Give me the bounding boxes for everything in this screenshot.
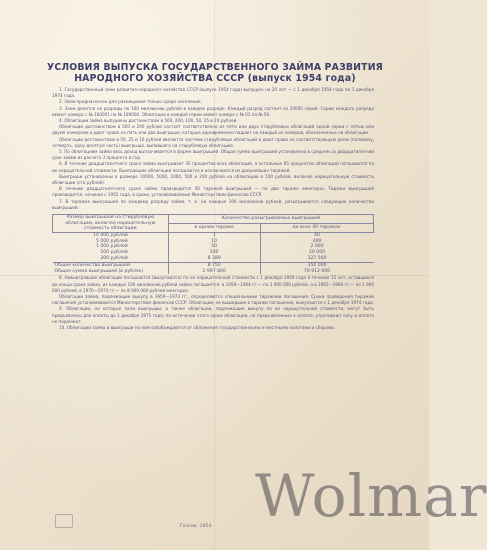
condition-paragraph: Облигации займа, подлежащие выкупу в 1959—1973 гг., определяются специальными тиражами погашения. Сроки проведения тиражей погашения устанавливаются Министерством финансов СССР. Облигации, не вышедшие в тиражи погашения, выкупаются с 1 декабря 1974 года. — [52, 295, 374, 307]
header-count-group: Количество разыгрываемых выигрышей — [168, 215, 373, 224]
total-sum-label: Общая сумма выигрышей (в рублях) — [54, 268, 144, 274]
winnings-rows — [53, 232, 374, 262]
cell-all: 20 000 — [309, 250, 326, 256]
condition-paragraph: 5. По облигациям займа весь доход выплачивается в форме выигрышей. Общая сумма выигрышей установлена в среднем за двадцатилетний срок займа из расчета 3 процента в год. — [52, 150, 375, 162]
condition-paragraph: 9. Облигации, на которые пали выигрыши, а также облигации, подлежащие выкупу по их нарицательной стоимости, могут быть предъявлены для оплаты до 1 декабря 1975 года; по истечении этого срока облигации, не предъявленные к оплате, утрачивают силу и оплате не подлежат. — [52, 307, 374, 325]
condition-paragraph: Облигации достоинством в 500 и 200 рублей состоят соответственно из пяти или двух сторублевых облигаций одной серии с пятью или двумя номерами и дают право на пять или два выигрыша, которые одновременно падают на каждый из номеров, обозначенных на облигации. — [52, 125, 374, 137]
winnings-table — [52, 214, 374, 274]
total-count-row — [53, 262, 374, 268]
cell-one: 10 — [168, 239, 260, 245]
top-paragraphs — [52, 88, 374, 212]
cell-amount: 500 рублей — [100, 250, 128, 256]
printer-imprint: Гознак. 1954. — [180, 524, 213, 529]
condition-paragraph: В течение двадцатилетнего срока займа производится 40 тиражей выигрышей — по два тиража ежегодно. Тиражи выигрышей производятся, начиная с 1955 года, в сроки, устанавливаемые Министерством финансов СССР. — [52, 187, 374, 199]
condition-paragraph: 10. Облигации займа и выигрыши по ним освобождаются от обложения государственными и местными налогами и сборами. — [59, 326, 336, 332]
condition-paragraph: 8. Невыигравшие облигации погашаются (выкупаются) по их нарицательной стоимости с 1 декабря 1959 года в течение 15 лет, оставшихся до конца срока займа, из каждых 100 миллионов рублей займа погашается: в 1959—1964 гг.— по 1 000 000 рублей, а в 1965—1969 гг.— по 1 900 000 рублей, в 1970—1974 гг.— по 8 900 000 рублей ежегодно. — [52, 276, 374, 294]
cell-one: 500 — [168, 250, 260, 256]
faint-stamp-mark — [55, 514, 73, 528]
cell-amount: 10 000 рублей — [93, 232, 128, 238]
condition-paragraph: 4. Облигации займа выпущены достоинством в 500, 200, 100, 50, 25 и 10 рублей. — [59, 119, 238, 125]
title-line-1: УСЛОВИЯ ВЫПУСКА ГОСУДАРСТВЕННОГО ЗАЙМА РАЗВИТИЯ — [46, 62, 384, 73]
condition-paragraph: 2. Заем предназначен для размещения только среди населения. — [59, 100, 202, 106]
total-count-one: 8 750 — [168, 262, 260, 268]
condition-paragraph: 6. В течение двадцатилетнего срока займа выигрывает 35 процентов всех облигаций, а остальные 65 процентов облигаций погашаются по их нарицательной стоимости. Выигравшие облигации погашаются и исключаются из дальнейших тиражей. — [52, 162, 374, 174]
cell-all: 400 — [312, 238, 322, 244]
cell-one: 8 189 — [168, 256, 260, 262]
header-all-draws: во всех 40 тиражах — [260, 223, 373, 232]
bottom-paragraphs — [52, 276, 374, 332]
condition-paragraph: Выигрыши установлены в размере 10000, 5000, 1000, 500 и 200 рублей на облигацию в 100 рублей, включая нарицательную стоимость облигации (сто рублей). — [52, 174, 374, 187]
cell-all: 327 560 — [307, 256, 327, 262]
cell-amount: 5 000 рублей — [95, 238, 128, 244]
total-count-label: Общее количество выигрышей — [53, 262, 169, 268]
cell-all: 40 — [314, 232, 320, 238]
header-amount: Размер выигрышей на стирублевую облигацию, включая нарицательную стоимость облигации — [53, 215, 169, 233]
total-sum-row — [53, 269, 374, 275]
cell-one: 50 — [168, 244, 260, 250]
winnings-row — [53, 256, 374, 262]
cell-amount: 1 000 рублей — [95, 244, 128, 250]
condition-paragraph: 1. Государственный заем развития народного хозяйства СССР (выпуск 1954 года) выпущен на 20 лет — с 1 декабря 1954 года по 1 декабря 1974 года. — [52, 88, 374, 100]
header-one-draw: в одном тираже — [168, 223, 260, 232]
cell-one: 1 — [168, 232, 260, 238]
total-sum-one: 1 997 800 — [168, 269, 260, 275]
condition-paragraph: Облигации достоинством в 50, 25 и 10 рублей являются частями стирублевых облигаций и дают право на соответствующую долю (половину, четверть, одну десятую часть) выигрыша, выпавшего на стирублевую облигацию. — [52, 137, 374, 149]
total-sum-all: 79 912 000 — [303, 268, 331, 274]
condition-paragraph: 3. Заем делится на разряды по 100 миллионов рублей в каждом разряде. Каждый разряд состоит из 20000 серий. Серии каждого разряда имеют номера с № 160001 по № 180000. Облигации в каждой серии имеют номера с № 01 по № 50. — [52, 106, 374, 118]
title-line-2: НАРОДНОГО ХОЗЯЙСТВА СССР (выпуск 1954 года) — [74, 73, 356, 84]
condition-paragraph: 7. В тиражах выигрышей по каждому разряду займа, т. е. на каждые 100 миллионов рублей, разыгрывается следующее количество выигрышей: — [52, 199, 374, 211]
wolmar-watermark: Wolmar — [255, 462, 487, 530]
cell-all: 2 000 — [310, 244, 324, 250]
cell-amount: 200 рублей — [100, 256, 128, 262]
conditions-body — [52, 88, 374, 332]
total-count-all: 350 000 — [260, 262, 373, 268]
